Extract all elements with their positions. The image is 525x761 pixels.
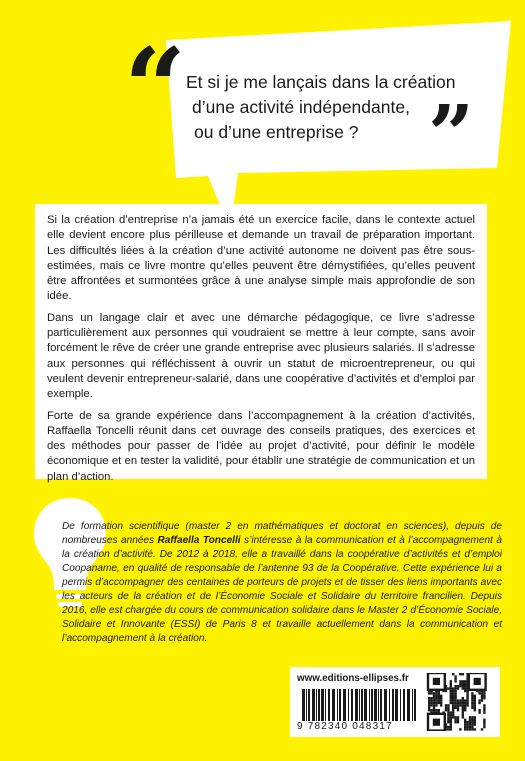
summary-paragraph-2: Dans un langage clair et avec une démarche pédagogique, ce livre s’adresse particulièrement aux personnes qui voudraient se mettre à leur compte, sans avoir forcément le rêve de créer une grande entreprise avec plusieurs salariés. Il s’adresse aux personnes qui réfléchissent à ouvrir un statut de microentrepreneur, ou qui veulent devenir entrepreneur-salarié, dans une coopérative d’activités et d’emploi par exemple. bbox=[47, 311, 475, 401]
author-bio bbox=[62, 520, 502, 646]
quote-line-3: ou d’une entreprise ? bbox=[194, 122, 359, 142]
author-name: Raffaella Toncelli bbox=[157, 535, 241, 546]
isbn-number: 9 782340 048317 bbox=[297, 721, 393, 732]
summary-paragraph-3: Forte de sa grande expérience dans l’accompagnement à la création d’activités, Raffaella Toncelli réunit dans cet ouvrage des conseils pratiques, des exercices et des méthodes pour passer de l’idée au projet d’activité, pour définir le modèle économique et en tester la validité, pour établir une stratégie de communication et un plan d’action. bbox=[47, 409, 475, 483]
publisher-website: www.editions-ellipses.fr bbox=[297, 673, 409, 684]
bio-intro: De formation scientifique (master 2 en mathématiques et doctorat en sciences), depuis de nombreuses années bbox=[62, 521, 502, 546]
open-quote-mark: “ bbox=[124, 25, 187, 151]
summary-paragraph-1: Si la création d’entreprise n’a jamais été un exercice facile, dans le contexte actuel elle devient encore plus périlleuse et demande un travail de préparation important. Les difficultés liées à la création d’une activité autonome ne doivent pas être sous-estimées, mais ce livre montre qu’elles peuvent être démystifiées, qu’elles peuvent être affrontées et surmontées grâce à une analyse simple mais approfondie de son idée. bbox=[47, 214, 475, 303]
summary-panel bbox=[35, 204, 487, 483]
quote-line-2: d’une activité indépendante, bbox=[192, 97, 410, 117]
barcode-icon bbox=[302, 689, 418, 721]
barcode-panel bbox=[290, 667, 500, 737]
close-quote-mark: ” bbox=[428, 87, 475, 181]
headline-quote bbox=[186, 70, 466, 145]
bio-body: s’intéresse à la communication et à l’accompagnement à la création d’activité. De 2012 à 2018, elle a travaillé dans la coopérative d’activités et d’emploi Coopaname, en qualité de responsable de l’antenne 93 de la Coopérative. Cette expérience lui a permis d’accompagner des centaines de porteurs de projets et de tisser des liens importants avec les acteurs de la création et de l’Économie Sociale et Solidaire du territoire francilien. Depuis 2016, elle est chargée du cours de communication solidaire dans le Master 2 d’Économie Sociale, Solidaire et Innovante (ESSI) de Paris 8 et travaille actuellement dans la communication et l’accompagnement à la création. bbox=[62, 535, 502, 644]
qr-code-icon bbox=[424, 673, 492, 731]
quote-line-1: Et si je me lançais dans la création bbox=[186, 72, 456, 92]
